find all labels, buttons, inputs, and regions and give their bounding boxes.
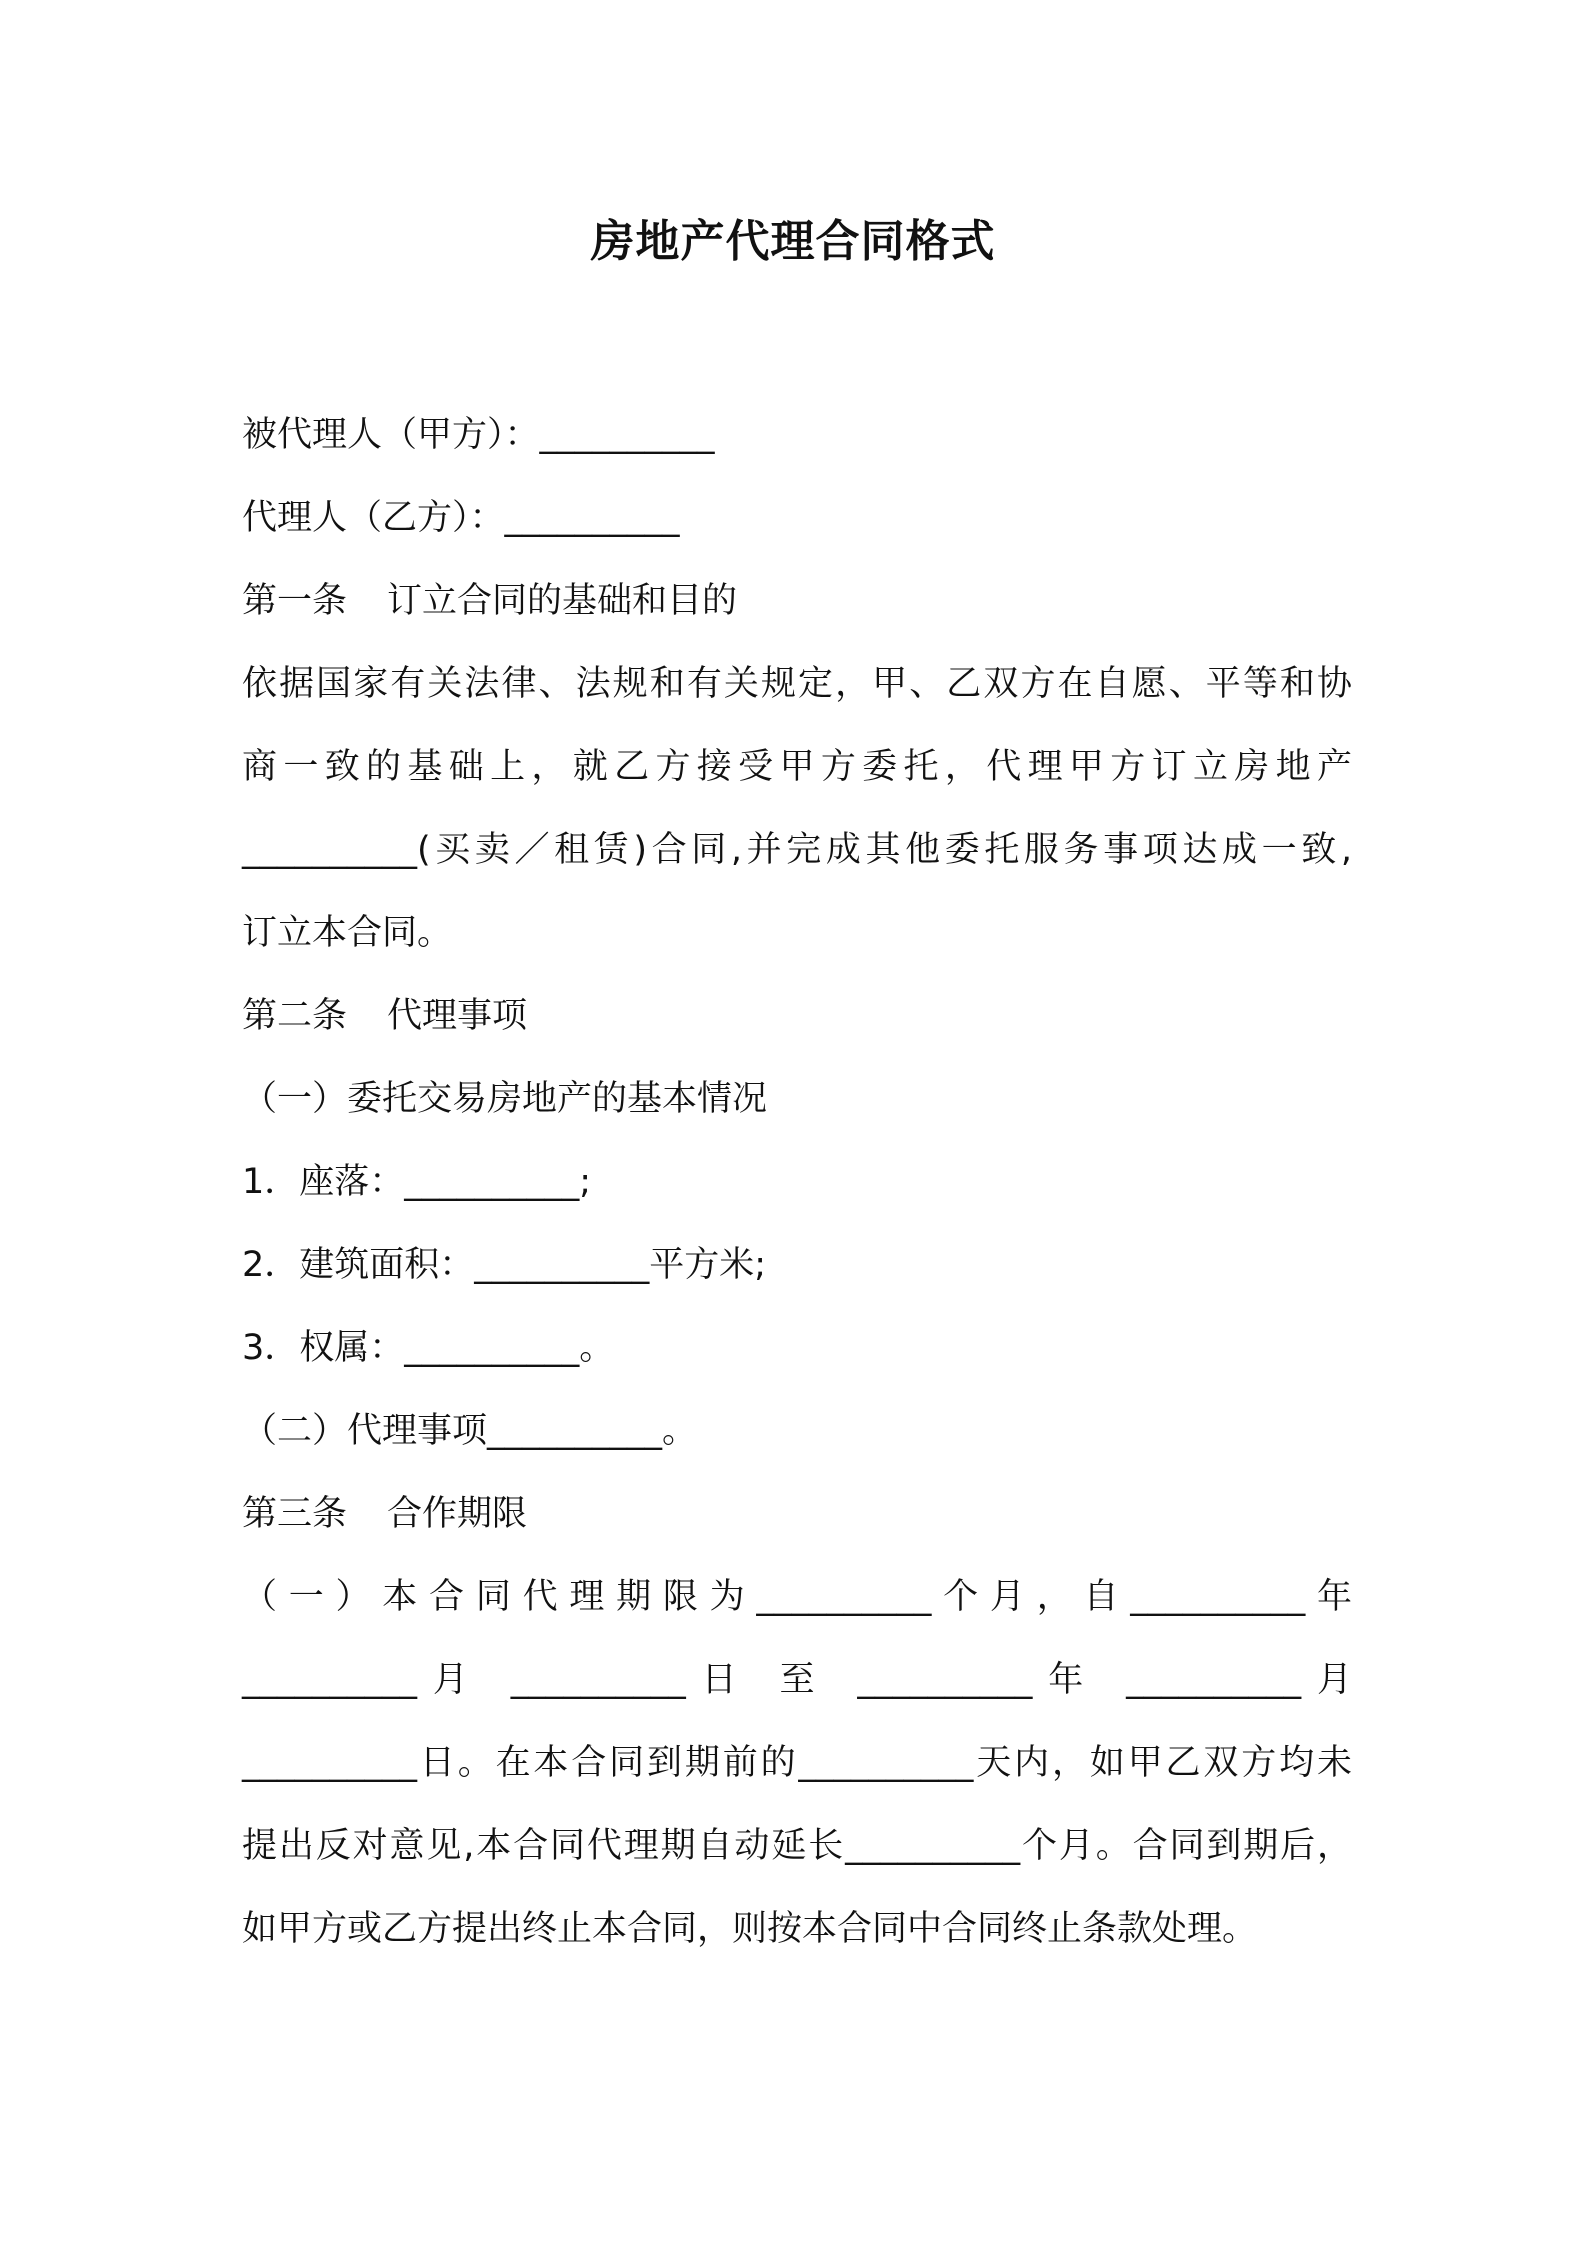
article-1-heading [242, 576, 1352, 626]
article-number: 第二条 [242, 996, 348, 1036]
article-3-heading [242, 1489, 1352, 1539]
article-title: 订立合同的基础和目的 [387, 581, 738, 621]
article-title: 代理事项 [387, 996, 528, 1036]
paragraph-line: 商一致的基础上，就乙方接受甲方委托，代理甲方订立房地产 [242, 747, 1352, 787]
party-b-line: 代理人（乙方）：__________ [242, 498, 680, 538]
document-title: 房地产代理合同格式 [590, 216, 996, 267]
subsection-heading: （一）委托交易房地产的基本情况 [242, 1079, 768, 1119]
paragraph-line: __________(买卖／租赁)合同,并完成其他委托服务事项达成一致, [242, 830, 1353, 870]
article-2-heading [242, 991, 1352, 1041]
subsection-heading: （二）代理事项__________。 [242, 1411, 698, 1451]
paragraph-line: __________日。在本合同到期前的__________天内，如甲乙双方均未 [242, 1743, 1352, 1783]
paragraph-line: 依据国家有关法律、法规和有关规定，甲、乙双方在自愿、平等和协 [242, 664, 1352, 704]
article-number: 第一条 [242, 581, 348, 621]
paragraph-line: __________月 __________日 至 __________年 __________月 [242, 1660, 1352, 1700]
party-a-line: 被代理人（甲方）：__________ [242, 415, 715, 455]
paragraph-line: 如甲方或乙方提出终止本合同，则按本合同中合同终止条款处理。 [242, 1909, 1258, 1949]
list-item: 3．权属：__________。 [242, 1328, 615, 1368]
paragraph-line: 订立本合同。 [242, 913, 453, 953]
article-title: 合作期限 [387, 1494, 528, 1534]
list-item: 1．座落：__________; [242, 1162, 592, 1202]
paragraph-line: （一）本合同代理期限为__________个月，自__________年 [242, 1577, 1352, 1617]
article-number: 第三条 [242, 1494, 348, 1534]
list-item: 2．建筑面积：__________平方米; [242, 1245, 767, 1285]
paragraph-line: 提出反对意见,本合同代理期自动延长__________个月。合同到期后， [242, 1826, 1352, 1866]
